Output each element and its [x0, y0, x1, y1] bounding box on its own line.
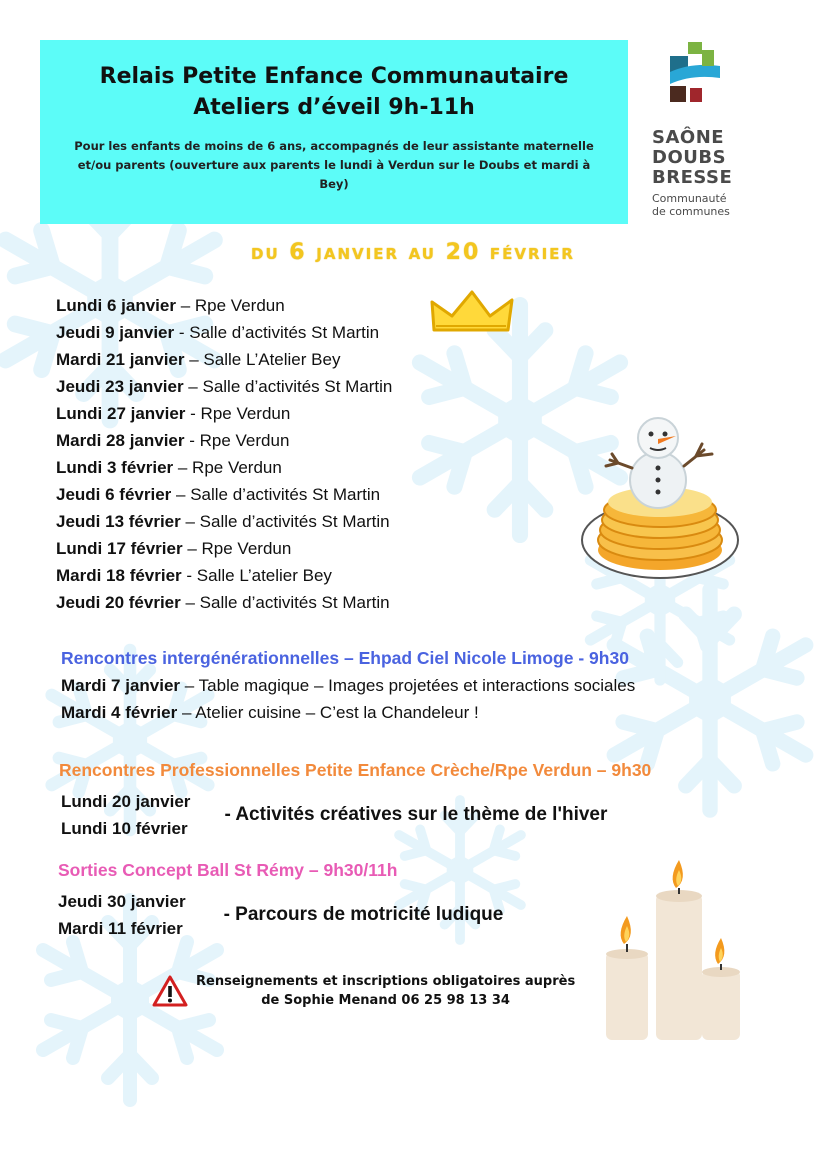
schedule-row: Lundi 27 janvier - Rpe Verdun [56, 404, 291, 423]
intergenerational-line: Mardi 4 février – Atelier cuisine – C’est la Chandeleur ! [61, 703, 479, 722]
professional-title: Rencontres Professionnelles Petite Enfance Crèche/Rpe Verdun – 9h30 [59, 760, 652, 780]
candles-icon [598, 858, 748, 1044]
logo-mark-icon [662, 42, 724, 108]
contact-notice [152, 972, 575, 1010]
schedule-row: Mardi 28 janvier - Rpe Verdun [56, 431, 290, 450]
outings-section [58, 858, 503, 942]
schedule-row: Lundi 6 janvier – Rpe Verdun [56, 296, 285, 315]
workshop-schedule [56, 292, 392, 616]
contact-text [196, 972, 575, 1010]
professional-activity: - Activités créatives sur le thème de l'hiver [224, 804, 608, 825]
schedule-row: Jeudi 23 janvier – Salle d’activités St Martin [56, 377, 393, 396]
logo-line-3: BRESSE [652, 167, 733, 188]
schedule-row: Jeudi 13 février – Salle d’activités St Martin [56, 512, 390, 531]
page-subtitle: Ateliers d’éveil 9h-11h [193, 95, 475, 120]
header-banner [40, 40, 628, 224]
outings-date: Mardi 11 février [58, 919, 183, 938]
schedule-row: Lundi 3 février – Rpe Verdun [56, 458, 282, 477]
snowman-pancakes-icon [580, 412, 740, 588]
logo-line-1: SAÔNE [652, 127, 725, 148]
header-description: Pour les enfants de moins de 6 ans, accompagnés de leur assistante maternelle et/ou parents (ouverture aux parents le lundi à Verdun sur le Doubs et mardi à Bey) [74, 139, 594, 191]
period-heading: du 6 janvier au 20 février [251, 240, 575, 265]
professional-date: Lundi 10 février [61, 819, 188, 838]
schedule-row: Mardi 18 février - Salle L’atelier Bey [56, 566, 332, 585]
intergenerational-section [61, 646, 635, 726]
outings-dates [58, 888, 186, 942]
schedule-row: Jeudi 6 février – Salle d’activités St Martin [56, 485, 381, 504]
professional-date: Lundi 20 janvier [61, 792, 191, 811]
outings-title: Sorties Concept Ball St Rémy – 9h30/11h [58, 860, 398, 880]
schedule-row: Lundi 17 février – Rpe Verdun [56, 539, 292, 558]
professional-details [59, 788, 651, 842]
schedule-row: Jeudi 9 janvier - Salle d’activités St Martin [56, 323, 380, 342]
schedule-row: Jeudi 20 février – Salle d’activités St Martin [56, 593, 390, 612]
professional-dates [59, 788, 190, 842]
schedule-row: Mardi 21 janvier – Salle L’Atelier Bey [56, 350, 341, 369]
intergenerational-title: Rencontres intergénérationnelles – Ehpad Ciel Nicole Limoge - 9h30 [61, 648, 629, 668]
professional-section [59, 758, 651, 842]
logo-line-2: DOUBS [652, 147, 727, 168]
logo-line-4: Communauté [652, 192, 727, 205]
outings-activity: - Parcours de motricité ludique [223, 904, 504, 925]
outings-date: Jeudi 30 janvier [58, 892, 186, 911]
outings-details [58, 888, 503, 942]
warning-icon [152, 975, 188, 1007]
contact-line-1: Renseignements et inscriptions obligatoires auprès [196, 974, 576, 989]
logo-line-5: de communes [652, 205, 730, 218]
page-title: Relais Petite Enfance Communautaire [99, 64, 569, 89]
crown-icon [428, 288, 518, 338]
community-logo [652, 42, 752, 232]
contact-line-2: de Sophie Menand 06 25 98 13 34 [261, 993, 510, 1008]
intergenerational-line: Mardi 7 janvier – Table magique – Images projetées et interactions sociales [61, 676, 636, 695]
